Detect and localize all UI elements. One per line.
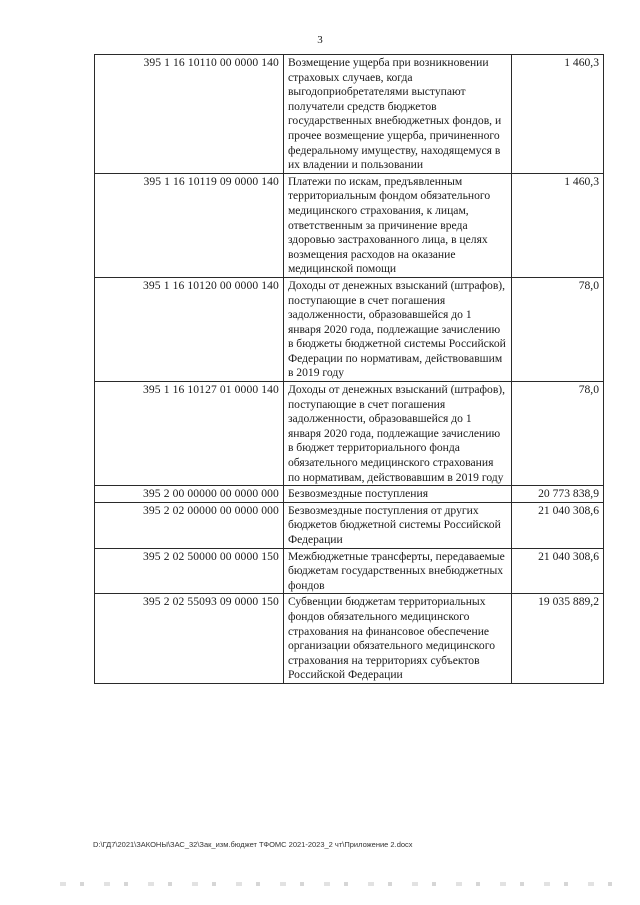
- budget-code-cell: 395 1 16 10119 09 0000 140: [95, 173, 284, 277]
- budget-code-cell: 395 1 16 10110 00 0000 140: [95, 55, 284, 174]
- amount-cell: 19 035 889,2: [512, 594, 604, 684]
- budget-code-cell: 395 2 02 00000 00 0000 000: [95, 502, 284, 548]
- budget-code-cell: 395 2 00 00000 00 0000 000: [95, 486, 284, 503]
- table-row: [95, 548, 604, 594]
- amount-cell: 78,0: [512, 382, 604, 486]
- budget-code-cell: 395 1 16 10120 00 0000 140: [95, 277, 284, 381]
- amount-cell: 21 040 308,6: [512, 548, 604, 594]
- budget-code-cell: 395 2 02 50000 00 0000 150: [95, 548, 284, 594]
- document-file-path: D:\ГД7\2021\ЗАКОНЫ\ЗАС_32\Зак_изм.бюджет ТФОМС 2021-2023_2 чт\Приложение 2.docx: [93, 840, 413, 849]
- revenue-name-cell: Межбюджетные трансферты, передаваемые бюджетам государственных внебюджетных фондов: [283, 548, 511, 594]
- amount-cell: 1 460,3: [512, 55, 604, 174]
- amount-cell: 1 460,3: [512, 173, 604, 277]
- budget-revenue-table: [94, 54, 604, 684]
- budget-code-cell: 395 1 16 10127 01 0000 140: [95, 382, 284, 486]
- table-row: [95, 277, 604, 381]
- revenue-name-cell: Безвозмездные поступления: [283, 486, 511, 503]
- page-number: 3: [317, 34, 323, 46]
- amount-cell: 21 040 308,6: [512, 502, 604, 548]
- revenue-name-cell: Безвозмездные поступления от других бюджетов бюджетной системы Российской Федерации: [283, 502, 511, 548]
- amount-cell: 78,0: [512, 277, 604, 381]
- revenue-name-cell: Доходы от денежных взысканий (штрафов), поступающие в счет погашения задолженности, образовавшейся до 1 января 2020 года, подлежащие зачислению в бюджеты бюджетной системы Российской Федерации по нормативам, действовавшим в 2019 году: [283, 277, 511, 381]
- table-row: [95, 55, 604, 174]
- budget-code-cell: 395 2 02 55093 09 0000 150: [95, 594, 284, 684]
- scan-artifact-line: [60, 882, 620, 886]
- table-row: [95, 594, 604, 684]
- revenue-name-cell: Доходы от денежных взысканий (штрафов), поступающие в счет погашения задолженности, образовавшейся до 1 января 2020 года, подлежащие зачислению в бюджет территориального фонда обязательного медицинского страхования по нормативам, действовавшим в 2019 году: [283, 382, 511, 486]
- table-row: [95, 382, 604, 486]
- table-row: [95, 486, 604, 503]
- amount-cell: 20 773 838,9: [512, 486, 604, 503]
- table-row: [95, 173, 604, 277]
- revenue-name-cell: Платежи по искам, предъявленным территориальным фондом обязательного медицинского страхования, к лицам, ответственным за причинение вреда здоровью застрахованного лица, в целях возмещения расходов на оказание медицинской помощи: [283, 173, 511, 277]
- table-row: [95, 502, 604, 548]
- table-body: [95, 55, 604, 684]
- revenue-name-cell: Субвенции бюджетам территориальных фондов обязательного медицинского страхования на финансовое обеспечение организации обязательного медицинского страхования на территориях субъектов Российской Федерации: [283, 594, 511, 684]
- revenue-name-cell: Возмещение ущерба при возникновении страховых случаев, когда выгодоприобретателями выступают получатели средств бюджетов государственных внебюджетных фондов, и прочее возмещение ущерба, причиненного федеральному имуществу, находящемуся в их владении и пользовании: [283, 55, 511, 174]
